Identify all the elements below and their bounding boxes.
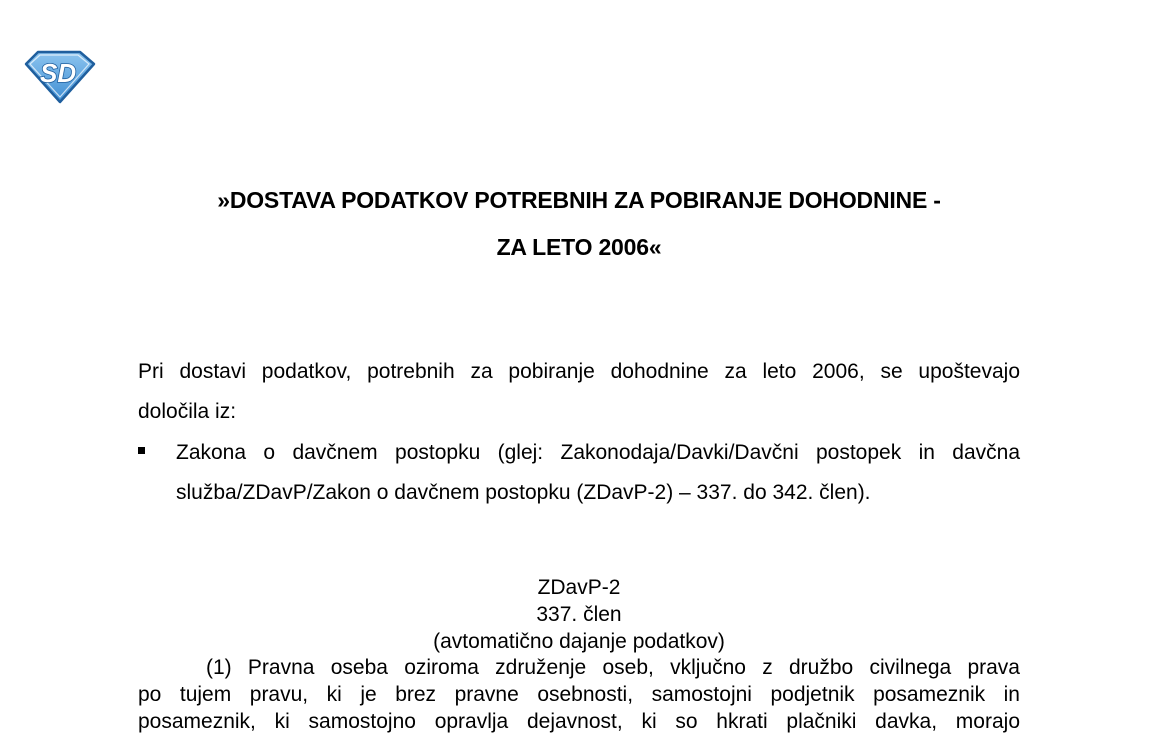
bullet-line-2: služba/ZDavP/Zakon o davčnem postopku (ZDavP-2) – 337. do 342. člen). [176, 481, 871, 504]
document-title-line-2: ZA LETO 2006« [496, 234, 662, 260]
article-act: ZDavP-2 [537, 576, 621, 599]
article-body [138, 654, 1020, 735]
article-line-2: po tujem pravu, ki je brez pravne osebnosti, samostojni podjetnik posameznik in [138, 683, 1020, 706]
intro-line-2: določila iz: [138, 400, 237, 423]
square-bullet-icon [138, 447, 145, 454]
intro-line-1: Pri dostavi podatkov, potrebnih za pobiranje dohodnine za leto 2006, se upoštevajo [138, 360, 1020, 383]
bullet-list-item [138, 433, 1020, 513]
sd-logo-icon [22, 48, 96, 104]
logo-lettering: SD [40, 58, 77, 88]
article-subtitle: (avtomatično dajanje podatkov) [433, 630, 725, 653]
intro-paragraph [138, 352, 1020, 432]
article-heading [138, 574, 1020, 655]
article-line-1: (1) Pravna oseba oziroma združenje oseb, vključno z družbo civilnega prava [206, 656, 1020, 679]
document-title-line-1: »DOSTAVA PODATKOV POTREBNIH ZA POBIRANJE DOHODNINE - [217, 187, 941, 213]
article-number: 337. člen [536, 603, 622, 626]
bullet-line-1: Zakona o davčnem postopku (glej: Zakonodaja/Davki/Davčni postopek in davčna [176, 441, 1020, 464]
article-line-3: posameznik, ki samostojno opravlja dejavnost, ki so hkrati plačniki davka, morajo [138, 710, 1020, 733]
